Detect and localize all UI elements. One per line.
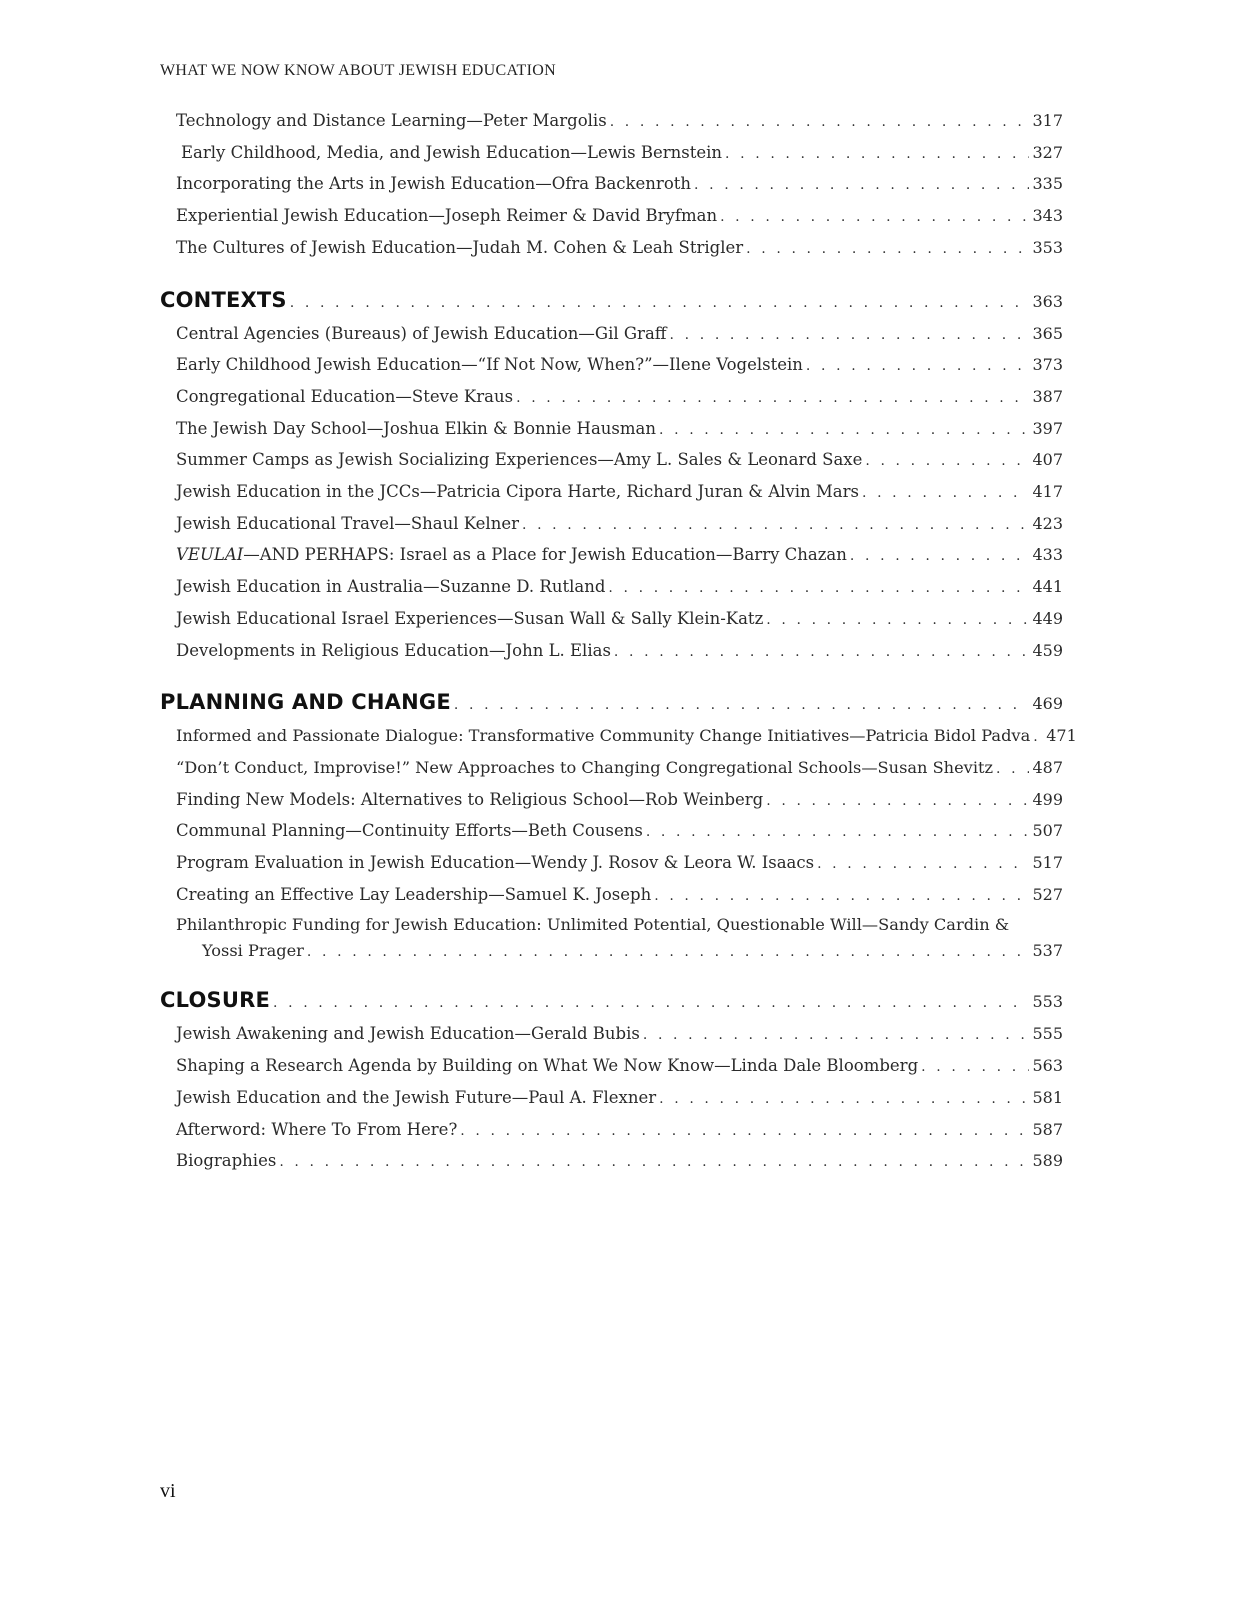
- toc-entry[interactable]: [160, 848, 1063, 880]
- section-title: PLANNING AND CHANGE: [160, 690, 451, 715]
- toc-entry-continuation: [176, 938, 1063, 965]
- dot-leader: [659, 1084, 1029, 1115]
- toc-entry[interactable]: [160, 414, 1063, 446]
- toc-entry-title: Central Agencies (Bureaus) of Jewish Education—Gil Graff: [176, 323, 667, 343]
- dot-leader: [850, 541, 1030, 572]
- toc-entry[interactable]: [160, 1019, 1063, 1051]
- toc-entry-title: Jewish Education and the Jewish Future—Paul A. Flexner: [176, 1087, 657, 1107]
- dot-leader: [817, 849, 1029, 880]
- toc-entry-title: “Don’t Conduct, Improvise!” New Approaches to Changing Congregational Schools—Susan Shevitz: [176, 757, 994, 777]
- toc-entry-page: 563: [1032, 1056, 1063, 1076]
- section-heading-planning-and-change[interactable]: [160, 686, 1063, 721]
- toc-entry-page: 589: [1032, 1151, 1063, 1171]
- toc-entry-title-rest: —AND PERHAPS: Israel as a Place for Jewish Education—Barry Chazan: [243, 545, 847, 565]
- toc-entry-title: Program Evaluation in Jewish Education—Wendy J. Rosov & Leora W. Isaacs: [176, 853, 815, 873]
- toc-entry[interactable]: [160, 1051, 1063, 1083]
- toc-entry[interactable]: [160, 604, 1063, 636]
- toc-entry-page: 433: [1032, 545, 1063, 565]
- dot-leader: [610, 107, 1030, 138]
- toc-entry-page: 327: [1032, 142, 1063, 162]
- toc-entry[interactable]: [160, 106, 1063, 138]
- toc-entry-page: 555: [1032, 1024, 1063, 1044]
- toc-entry-page: 471: [1046, 726, 1077, 746]
- dot-leader: [290, 287, 1030, 319]
- toc-entry-title-continued: Yossi Prager: [202, 941, 304, 961]
- toc-entry-page: 499: [1032, 789, 1063, 809]
- running-head: WHAT WE NOW KNOW ABOUT JEWISH EDUCATION: [160, 62, 556, 79]
- toc-entry-page: 343: [1032, 206, 1063, 226]
- toc-entry-title: Jewish Education in the JCCs—Patricia Cipora Harte, Richard Juran & Alvin Mars: [176, 482, 859, 502]
- toc-entry-title: Jewish Educational Israel Experiences—Susan Wall & Sally Klein-Katz: [176, 608, 764, 628]
- toc-entry[interactable]: [160, 1115, 1063, 1147]
- toc-entry-page: 317: [1032, 111, 1063, 130]
- toc-entry-title: Afterword: Where To From Here?: [176, 1119, 458, 1139]
- toc-entry-title: Jewish Awakening and Jewish Education—Gerald Bubis: [176, 1024, 640, 1044]
- dot-leader: [516, 383, 1029, 414]
- page-number: vi: [160, 1480, 176, 1502]
- section-page: 363: [1032, 291, 1063, 311]
- toc-entry-title: Incorporating the Arts in Jewish Education—Ofra Backenroth: [176, 174, 692, 194]
- section-heading-contexts[interactable]: [160, 284, 1063, 319]
- toc-entry[interactable]: [160, 169, 1063, 201]
- toc-entry-page: 397: [1032, 418, 1063, 438]
- toc-entry-page: 449: [1032, 608, 1063, 628]
- toc-entry-title: Congregational Education—Steve Kraus: [176, 386, 514, 406]
- toc-entry-title: Developments in Religious Education—John L. Elias: [176, 640, 611, 660]
- toc-entry[interactable]: [160, 636, 1063, 668]
- section-page: 553: [1032, 992, 1063, 1012]
- toc-entry[interactable]: [160, 509, 1063, 541]
- dot-leader: [862, 478, 1029, 509]
- dot-leader: [694, 170, 1029, 201]
- toc-entry-title: Finding New Models: Alternatives to Religious School—Rob Weinberg: [176, 789, 764, 809]
- toc-entry-title: Technology and Distance Learning—Peter Margolis: [176, 111, 607, 130]
- dot-leader: [643, 1020, 1030, 1051]
- toc-entry[interactable]: [160, 138, 1063, 170]
- dot-leader: [766, 786, 1029, 817]
- toc-entry-page: 441: [1032, 577, 1063, 597]
- dot-leader: [720, 202, 1029, 233]
- toc-entry-page: 537: [1032, 941, 1063, 961]
- dot-leader: [522, 510, 1029, 541]
- toc-entry-title: Communal Planning—Continuity Efforts—Beth Cousens: [176, 821, 643, 841]
- dot-leader: [608, 573, 1029, 604]
- toc-entry-page: 507: [1032, 821, 1063, 841]
- toc-entry[interactable]: [160, 1083, 1063, 1115]
- toc-entry-title-italic: VEULAI: [176, 545, 244, 565]
- toc-entry-page: 335: [1032, 174, 1063, 194]
- toc-entry-title: Early Childhood, Media, and Jewish Education—Lewis Bernstein: [181, 142, 723, 162]
- dot-leader: [654, 881, 1029, 912]
- dot-leader: [806, 351, 1030, 382]
- toc-entry-page: 417: [1032, 482, 1063, 502]
- dot-leader: [766, 605, 1029, 636]
- toc-entry-title: The Cultures of Jewish Education—Judah M. Cohen & Leah Strigler: [176, 237, 744, 257]
- toc-entry[interactable]: [160, 382, 1063, 414]
- toc-entry[interactable]: [160, 721, 1077, 753]
- toc-entry-page: 487: [1032, 757, 1063, 777]
- toc-entry-page: 459: [1032, 640, 1063, 660]
- dot-leader: [273, 987, 1029, 1019]
- toc-entry[interactable]: [160, 319, 1063, 351]
- toc-entry[interactable]: [160, 477, 1063, 509]
- toc-entry-title: Biographies: [176, 1151, 277, 1171]
- table-of-contents: [160, 106, 1077, 1178]
- toc-entry-page: 373: [1032, 355, 1063, 375]
- toc-entry[interactable]: [160, 445, 1063, 477]
- dot-leader: [307, 940, 1030, 965]
- toc-entry-page: 587: [1032, 1119, 1063, 1139]
- toc-entry-page: 581: [1032, 1087, 1063, 1107]
- toc-entry-title: Informed and Passionate Dialogue: Transformative Community Change Initiatives—Patricia Bidol Padva: [176, 726, 1031, 746]
- toc-entry[interactable]: [160, 753, 1063, 785]
- toc-entry-title: The Jewish Day School—Joshua Elkin & Bonnie Hausman: [176, 418, 656, 438]
- toc-entry-title: Philanthropic Funding for Jewish Education: Unlimited Potential, Questionable Will—Sandy Cardin &: [176, 915, 1010, 935]
- toc-entry-page: 527: [1032, 884, 1063, 904]
- section-heading-closure[interactable]: [160, 984, 1063, 1019]
- toc-entry-title: Jewish Education in Australia—Suzanne D. Rutland: [176, 577, 606, 597]
- toc-entry[interactable]: [160, 785, 1063, 817]
- dot-leader: [279, 1147, 1029, 1178]
- toc-entry-title: Creating an Effective Lay Leadership—Samuel K. Joseph: [176, 884, 652, 904]
- section-page: 469: [1032, 694, 1063, 714]
- toc-entry[interactable]: [160, 911, 1063, 965]
- dot-leader: [454, 689, 1030, 721]
- toc-entry-page: 407: [1032, 450, 1063, 470]
- toc-entry-title: Jewish Educational Travel—Shaul Kelner: [176, 513, 519, 533]
- toc-entry[interactable]: [160, 1146, 1063, 1178]
- toc-entry[interactable]: [160, 880, 1063, 912]
- toc-entry-page: 365: [1032, 323, 1063, 343]
- toc-entry-title: [176, 540, 847, 571]
- dot-leader: [659, 415, 1029, 446]
- toc-entry-title: Shaping a Research Agenda by Building on What We Now Know—Linda Dale Bloomberg: [176, 1056, 919, 1076]
- section-title: CLOSURE: [160, 988, 270, 1013]
- dot-leader: [460, 1116, 1029, 1147]
- dot-leader: [996, 754, 1029, 785]
- dot-leader: [646, 817, 1030, 848]
- toc-entry-page: 387: [1032, 386, 1063, 406]
- dot-leader: [746, 234, 1029, 265]
- toc-entry[interactable]: [160, 540, 1063, 572]
- dot-leader: [921, 1052, 1029, 1083]
- dot-leader: [1033, 722, 1043, 753]
- toc-entry[interactable]: [160, 233, 1063, 265]
- toc-entry[interactable]: [160, 572, 1063, 604]
- toc-entry-page: 353: [1032, 237, 1063, 257]
- dot-leader: [614, 637, 1030, 668]
- toc-entry-page: 423: [1032, 513, 1063, 533]
- dot-leader: [670, 320, 1030, 351]
- dot-leader: [865, 446, 1029, 477]
- toc-entry[interactable]: [160, 201, 1063, 233]
- toc-entry[interactable]: [160, 816, 1063, 848]
- toc-entry-title: Summer Camps as Jewish Socializing Experiences—Amy L. Sales & Leonard Saxe: [176, 450, 863, 470]
- toc-entry-title: Experiential Jewish Education—Joseph Reimer & David Bryfman: [176, 206, 718, 226]
- toc-entry-page: 517: [1032, 853, 1063, 873]
- dot-leader: [725, 139, 1029, 170]
- toc-entry-title: Early Childhood Jewish Education—“If Not Now, When?”—Ilene Vogelstein: [176, 355, 803, 375]
- toc-entry[interactable]: [160, 350, 1063, 382]
- section-title: CONTEXTS: [160, 287, 287, 312]
